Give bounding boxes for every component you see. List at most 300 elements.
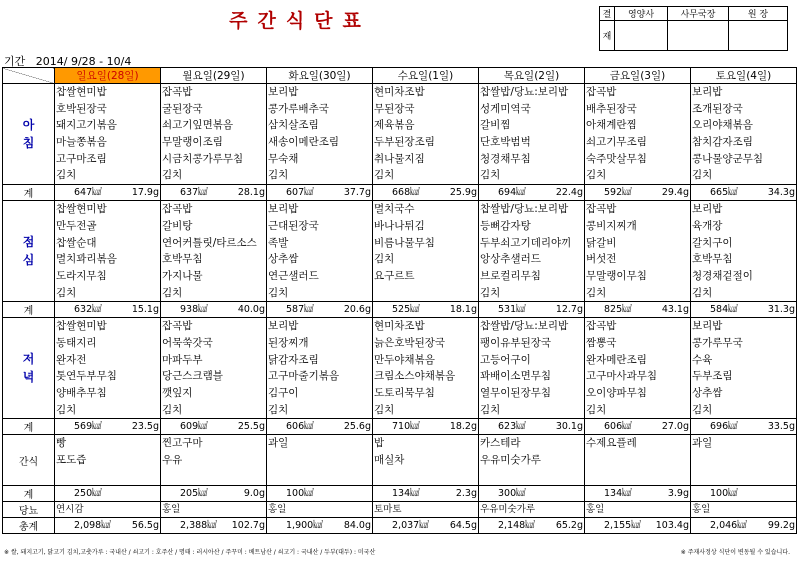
menu-item: 밥 — [374, 437, 385, 450]
menu-item: 김치 — [692, 286, 713, 299]
menu-item: 갈치구이 — [692, 236, 733, 249]
menu-item: 양배추무침 — [56, 387, 107, 399]
menu-item — [268, 452, 371, 469]
kcal-value: 205㎉ — [180, 487, 208, 499]
menu-item: 찹쌀밥/당뇨:보리밥 — [480, 86, 569, 98]
diabetic-cell: 홍일 — [161, 502, 267, 518]
menu-item: 배추된장국 — [586, 102, 637, 115]
protein-value: 102.7g — [231, 519, 265, 531]
sum-cell — [55, 185, 161, 201]
corner-cell — [3, 68, 55, 84]
kcal-value: 1,900㎉ — [286, 519, 323, 531]
kcal-value: 134㎉ — [604, 487, 632, 499]
menu-item: 두부쇠고기데리야끼 — [480, 236, 572, 249]
day-header-sat: 토요일(4일) — [691, 68, 797, 84]
menu-item — [480, 469, 583, 486]
kcal-value: 584㎉ — [710, 303, 738, 315]
menu-item: 근대된장국 — [268, 219, 319, 232]
day-header-wed: 수요일(1일) — [373, 68, 479, 84]
protein-value: 2.3g — [455, 487, 477, 499]
sum-cell — [55, 302, 161, 318]
menu-cell — [267, 435, 373, 486]
kcal-value: 609㎉ — [180, 420, 208, 432]
menu-item: 우유미숫가루 — [480, 454, 541, 467]
menu-item: 청경채겉절이 — [692, 269, 753, 282]
kcal-value: 100㎉ — [286, 487, 314, 499]
menu-item: 수육 — [692, 353, 713, 366]
menu-item: 콩비지찌개 — [586, 219, 637, 232]
menu-cell — [373, 84, 479, 185]
period-label: 기간 — [4, 55, 26, 68]
kcal-value: 2,148㎉ — [498, 519, 535, 531]
menu-cell — [691, 318, 797, 419]
menu-table — [2, 67, 797, 534]
menu-cell — [479, 318, 585, 419]
sum-cell — [373, 302, 479, 318]
approval-sign-dietitian — [615, 21, 668, 51]
kcal-value: 592㎉ — [604, 186, 632, 198]
protein-value: 25.9g — [449, 186, 477, 198]
menu-item: 도토리묵무침 — [374, 387, 435, 399]
day-header-fri: 금요일(3일) — [585, 68, 691, 84]
menu-item — [692, 469, 795, 486]
sum-cell — [479, 302, 585, 318]
protein-value: 37.7g — [343, 186, 371, 198]
menu-item: 콩가루무국 — [692, 336, 743, 349]
menu-item: 깻잎지 — [162, 387, 193, 399]
diabetic-label: 당뇨 — [3, 502, 55, 518]
breakfast-total-row — [3, 185, 797, 201]
menu-item: 현미차조밥 — [374, 320, 425, 333]
grand-total-row — [3, 518, 797, 534]
menu-item: 앙상추샐러드 — [480, 253, 541, 266]
menu-cell — [479, 435, 585, 486]
kcal-value: 668㎉ — [392, 186, 420, 198]
menu-item: 보리밥 — [268, 203, 299, 216]
protein-value: 43.1g — [661, 303, 689, 315]
menu-item: 잡곡밥 — [586, 320, 617, 333]
day-header-tue: 화요일(30일) — [267, 68, 373, 84]
day-header-sun: 일요일(28일) — [55, 68, 161, 84]
menu-item: 취나물지짐 — [374, 152, 425, 165]
menu-item: 무된장국 — [374, 102, 415, 115]
sum-cell — [479, 419, 585, 435]
lunch-label: 점 심 — [3, 201, 55, 302]
protein-value: 9.0g — [243, 487, 265, 499]
sum-cell — [267, 419, 373, 435]
day-header-thu: 목요일(2일) — [479, 68, 585, 84]
menu-item: 찹쌀밥/당뇨:보리밥 — [480, 203, 569, 216]
menu-item: 보리밥 — [268, 86, 299, 98]
menu-item: 시금치콩가루무침 — [162, 152, 244, 165]
dinner-total-row — [3, 419, 797, 435]
sum-cell — [267, 302, 373, 318]
kcal-value: 710㎉ — [392, 420, 420, 432]
sum-label: 계 — [3, 185, 55, 201]
menu-item: 가지나물 — [162, 269, 203, 282]
menu-item — [692, 452, 795, 469]
menu-item: 닭갈비 — [586, 236, 617, 249]
sum-cell — [479, 185, 585, 201]
protein-value: 103.4g — [655, 519, 689, 531]
menu-item — [268, 469, 371, 486]
kcal-value: 2,388㎉ — [180, 519, 217, 531]
sum-cell — [585, 185, 691, 201]
menu-cell — [55, 435, 161, 486]
kcal-value: 623㎉ — [498, 420, 526, 432]
menu-item: 된장찌개 — [268, 336, 309, 349]
menu-item: 새송이메란조림 — [268, 136, 340, 149]
sum-cell — [267, 185, 373, 201]
footer-disclaimer: ※ 주재사정상 식단이 변동될 수 있습니다. — [680, 549, 790, 556]
menu-cell — [55, 84, 161, 185]
approval-side-top: 결 — [600, 7, 615, 21]
protein-value: 23.5g — [131, 420, 159, 432]
menu-item: 보리밥 — [692, 320, 723, 333]
menu-cell — [267, 201, 373, 302]
menu-cell — [267, 318, 373, 419]
diabetic-cell: 홍일 — [691, 502, 797, 518]
approval-header-director: 원 장 — [729, 7, 788, 21]
protein-value: 18.1g — [449, 303, 477, 315]
kcal-value: 606㎉ — [286, 420, 314, 432]
menu-item: 포도즙 — [56, 454, 87, 467]
menu-item: 김치 — [56, 169, 77, 182]
diabetic-cell: 연시감 — [55, 502, 161, 518]
menu-item: 버섯전 — [586, 253, 617, 266]
diabetic-cell: 홍일 — [267, 502, 373, 518]
menu-item: 닭감자조림 — [268, 353, 319, 366]
menu-item: 찹쌀현미밥 — [56, 86, 107, 98]
menu-item: 비름나물무침 — [374, 236, 435, 249]
protein-value: 20.6g — [343, 303, 371, 315]
menu-item: 무말랭이조림 — [162, 136, 223, 149]
sum-cell — [267, 518, 373, 534]
protein-value: 30.1g — [555, 420, 583, 432]
kcal-value: 300㎉ — [498, 487, 526, 499]
menu-item: 콩가루배추국 — [268, 102, 329, 115]
menu-item: 만두야채볶음 — [374, 353, 435, 366]
kcal-value: 250㎉ — [74, 487, 102, 499]
kcal-value: 606㎉ — [604, 420, 632, 432]
protein-value: 29.4g — [661, 186, 689, 198]
footer-origin: ※ 쌀, 돼지고기, 닭고기 김치,고춧가루 : 국내산 / 쇠고기 : 호주산 / 명태 : 러시아산 / 주꾸미 : 베트남산 / 쇠고기 : 국내산 / 두부(대두) : 미국산 — [4, 549, 376, 556]
menu-item: 고구마사과무침 — [586, 370, 658, 383]
menu-item: 멸치국수 — [374, 203, 415, 216]
sum-label: 계 — [3, 486, 55, 502]
menu-item — [374, 285, 477, 302]
protein-value: 31.3g — [767, 303, 795, 315]
menu-item: 김치 — [586, 403, 607, 416]
protein-value: 64.5g — [449, 519, 477, 531]
approval-header-dietitian: 영양사 — [615, 7, 668, 21]
menu-item: 오리야채볶음 — [692, 119, 753, 132]
kcal-value: 696㎉ — [710, 420, 738, 432]
sum-cell — [55, 486, 161, 502]
approval-sign-director — [729, 21, 788, 51]
menu-cell — [585, 84, 691, 185]
menu-item: 무숙채 — [268, 152, 299, 165]
sum-cell — [585, 302, 691, 318]
snack-total-row — [3, 486, 797, 502]
menu-item: 쇠고기잎면볶음 — [162, 119, 234, 132]
menu-cell — [55, 318, 161, 419]
menu-item: 찐고구마 — [162, 437, 203, 450]
menu-item: 김구이 — [268, 387, 299, 399]
menu-item: 족발 — [268, 236, 289, 249]
menu-item — [586, 469, 689, 486]
protein-value: 56.5g — [131, 519, 159, 531]
menu-item: 콩나물양군무침 — [692, 152, 764, 165]
menu-item: 청경채무침 — [480, 152, 531, 165]
menu-cell — [691, 84, 797, 185]
menu-cell — [373, 201, 479, 302]
menu-item — [162, 469, 265, 486]
approval-sign-manager — [668, 21, 729, 51]
protein-value: 25.6g — [343, 420, 371, 432]
menu-item: 고구마줄기볶음 — [268, 370, 340, 383]
menu-item: 쇠고기무조림 — [586, 136, 647, 149]
protein-value: 22.4g — [555, 186, 583, 198]
kcal-value: 2,155㎉ — [604, 519, 641, 531]
menu-item: 김치 — [480, 286, 501, 299]
menu-item: 김치 — [374, 253, 395, 266]
menu-item: 잡곡밥 — [586, 203, 617, 216]
approval-header-manager: 사무국장 — [668, 7, 729, 21]
menu-item — [56, 469, 159, 486]
menu-cell — [161, 201, 267, 302]
menu-item: 김치 — [374, 403, 395, 416]
sum-cell — [691, 302, 797, 318]
menu-cell — [55, 201, 161, 302]
sum-cell — [161, 518, 267, 534]
menu-item: 호박무침 — [162, 253, 203, 266]
sum-cell — [373, 518, 479, 534]
menu-item: 현미차조밥 — [374, 86, 425, 98]
menu-item: 김치 — [162, 286, 183, 299]
menu-item: 찹쌀순대 — [56, 236, 97, 249]
protein-value: 12.7g — [555, 303, 583, 315]
menu-item: 잡곡밥 — [162, 203, 193, 216]
kcal-value: 2,098㎉ — [74, 519, 111, 531]
menu-item: 단호박범벅 — [480, 136, 531, 149]
menu-item: 꽈배이소면무침 — [480, 370, 552, 383]
kcal-value: 637㎉ — [180, 186, 208, 198]
menu-item: 육개장 — [692, 219, 723, 232]
menu-item: 김치 — [480, 403, 501, 416]
menu-item: 두부된장조림 — [374, 136, 435, 149]
menu-item: 고구마조림 — [56, 152, 107, 165]
kcal-value: 2,046㎉ — [710, 519, 747, 531]
menu-item: 김치 — [586, 169, 607, 182]
menu-item: 찹쌀현미밥 — [56, 320, 107, 333]
sum-cell — [479, 486, 585, 502]
snack-row — [3, 435, 797, 486]
menu-item: 카스테라 — [480, 437, 521, 450]
menu-item: 요구르트 — [374, 269, 415, 282]
menu-item: 수제요플레 — [586, 437, 637, 450]
menu-item: 과일 — [268, 437, 289, 450]
menu-item: 김치 — [56, 286, 77, 299]
menu-item: 빵 — [56, 437, 67, 450]
page-title: 주간식단표 — [229, 10, 371, 32]
menu-item: 숙주맛살무침 — [586, 152, 647, 165]
menu-item: 김치 — [162, 403, 183, 416]
kcal-value: 587㎉ — [286, 303, 314, 315]
day-header-mon: 월요일(29일) — [161, 68, 267, 84]
menu-cell — [585, 435, 691, 486]
protein-value: 99.2g — [767, 519, 795, 531]
protein-value: 28.1g — [237, 186, 265, 198]
sum-label: 계 — [3, 302, 55, 318]
menu-item: 성게미역국 — [480, 102, 531, 115]
protein-value: 27.0g — [661, 420, 689, 432]
lunch-total-row — [3, 302, 797, 318]
menu-item: 완자메란조림 — [586, 353, 647, 366]
protein-value: 40.0g — [237, 303, 265, 315]
sum-cell — [161, 419, 267, 435]
menu-item: 김치 — [268, 169, 289, 182]
breakfast-row — [3, 84, 797, 185]
sum-cell — [585, 486, 691, 502]
sum-cell — [267, 486, 373, 502]
menu-cell — [691, 435, 797, 486]
menu-item: 김치 — [268, 403, 289, 416]
menu-item: 찹쌀밥/당뇨:보리밥 — [480, 320, 569, 333]
diabetic-cell: 홍일 — [585, 502, 691, 518]
menu-item: 무말랭이무침 — [586, 269, 647, 282]
sum-cell — [373, 419, 479, 435]
menu-cell — [691, 201, 797, 302]
sum-label: 총계 — [3, 518, 55, 534]
sum-cell — [161, 185, 267, 201]
menu-item: 연근샐러드 — [268, 269, 319, 282]
menu-item: 어묵쑥갓국 — [162, 336, 213, 349]
menu-item: 매실차 — [374, 454, 405, 467]
menu-item: 우유 — [162, 454, 183, 467]
menu-item: 연어커틀릿/타르소스 — [162, 236, 257, 249]
snack-label: 간식 — [3, 435, 55, 486]
menu-item — [374, 469, 477, 486]
kcal-value: 694㎉ — [498, 186, 526, 198]
menu-cell — [161, 84, 267, 185]
menu-item: 등뼈감자탕 — [480, 219, 531, 232]
day-header-row — [3, 68, 797, 84]
menu-cell — [161, 435, 267, 486]
sum-cell — [691, 518, 797, 534]
menu-item: 크림소스야채볶음 — [374, 370, 456, 383]
menu-cell — [479, 84, 585, 185]
menu-item: 잡곡밥 — [162, 86, 193, 98]
menu-cell — [585, 201, 691, 302]
protein-value: 84.0g — [343, 519, 371, 531]
menu-item: 삼치살조림 — [268, 119, 319, 132]
protein-value: 17.9g — [131, 186, 159, 198]
diabetic-row — [3, 502, 797, 518]
menu-item: 보리밥 — [692, 203, 723, 216]
menu-item: 마파두부 — [162, 353, 203, 366]
menu-item: 열무이된장무침 — [480, 387, 552, 399]
breakfast-label: 아 침 — [3, 84, 55, 185]
menu-item: 톳연두부무침 — [56, 370, 117, 383]
menu-item: 김치 — [586, 286, 607, 299]
kcal-value: 647㎉ — [74, 186, 102, 198]
menu-item: 김치 — [162, 169, 183, 182]
protein-value: 33.5g — [767, 420, 795, 432]
menu-item: 멸치꽈리볶음 — [56, 253, 117, 266]
menu-item: 보리밥 — [692, 86, 723, 98]
menu-item: 김치 — [56, 403, 77, 416]
sum-cell — [691, 185, 797, 201]
menu-item: 브로컬리무침 — [480, 269, 541, 282]
kcal-value: 825㎉ — [604, 303, 632, 315]
menu-item: 늙은호박된장국 — [374, 336, 446, 349]
kcal-value: 607㎉ — [286, 186, 314, 198]
protein-value: 34.3g — [767, 186, 795, 198]
sum-cell — [691, 419, 797, 435]
sum-label: 계 — [3, 419, 55, 435]
menu-item: 오이양파무침 — [586, 387, 647, 399]
diabetic-cell: 우유미숫가루 — [479, 502, 585, 518]
dinner-label: 저 녁 — [3, 318, 55, 419]
protein-value: 15.1g — [131, 303, 159, 315]
protein-value: 65.2g — [555, 519, 583, 531]
menu-item: 마늘쫑볶음 — [56, 136, 107, 149]
menu-item: 바나나튀김 — [374, 219, 425, 232]
menu-item: 잡곡밥 — [586, 86, 617, 98]
approval-box — [599, 6, 788, 51]
menu-item: 도라지무침 — [56, 269, 107, 282]
menu-cell — [373, 318, 479, 419]
menu-item: 김치 — [480, 169, 501, 182]
kcal-value: 100㎉ — [710, 487, 738, 499]
menu-cell — [161, 318, 267, 419]
sum-cell — [691, 486, 797, 502]
menu-item: 갈비찜 — [480, 119, 511, 132]
kcal-value: 525㎉ — [392, 303, 420, 315]
menu-item: 고등어구이 — [480, 353, 531, 366]
kcal-value: 134㎉ — [392, 487, 420, 499]
sum-cell — [585, 419, 691, 435]
menu-item: 찹쌀현미밥 — [56, 203, 107, 216]
menu-item: 갈비탕 — [162, 219, 193, 232]
approval-side-bottom: 재 — [600, 21, 615, 51]
menu-item — [586, 452, 689, 469]
menu-item: 보리밥 — [268, 320, 299, 333]
kcal-value: 2,037㎉ — [392, 519, 429, 531]
menu-item: 잡곡밥 — [162, 320, 193, 333]
lunch-row — [3, 201, 797, 302]
sum-cell — [55, 518, 161, 534]
dinner-row — [3, 318, 797, 419]
sum-cell — [373, 486, 479, 502]
menu-item: 두부조림 — [692, 370, 733, 383]
menu-item: 상추쌈 — [692, 387, 723, 399]
menu-item: 김치 — [374, 169, 395, 182]
sum-cell — [373, 185, 479, 201]
menu-cell — [373, 435, 479, 486]
footer-note — [4, 547, 798, 556]
protein-value: 18.2g — [449, 420, 477, 432]
menu-item: 제육볶음 — [374, 119, 415, 132]
menu-item: 김치 — [692, 403, 713, 416]
menu-cell — [585, 318, 691, 419]
diabetic-cell: 토마토 — [373, 502, 479, 518]
menu-item: 과일 — [692, 437, 713, 450]
menu-item: 상추쌈 — [268, 253, 299, 266]
menu-item: 완자전 — [56, 353, 87, 366]
sum-cell — [585, 518, 691, 534]
